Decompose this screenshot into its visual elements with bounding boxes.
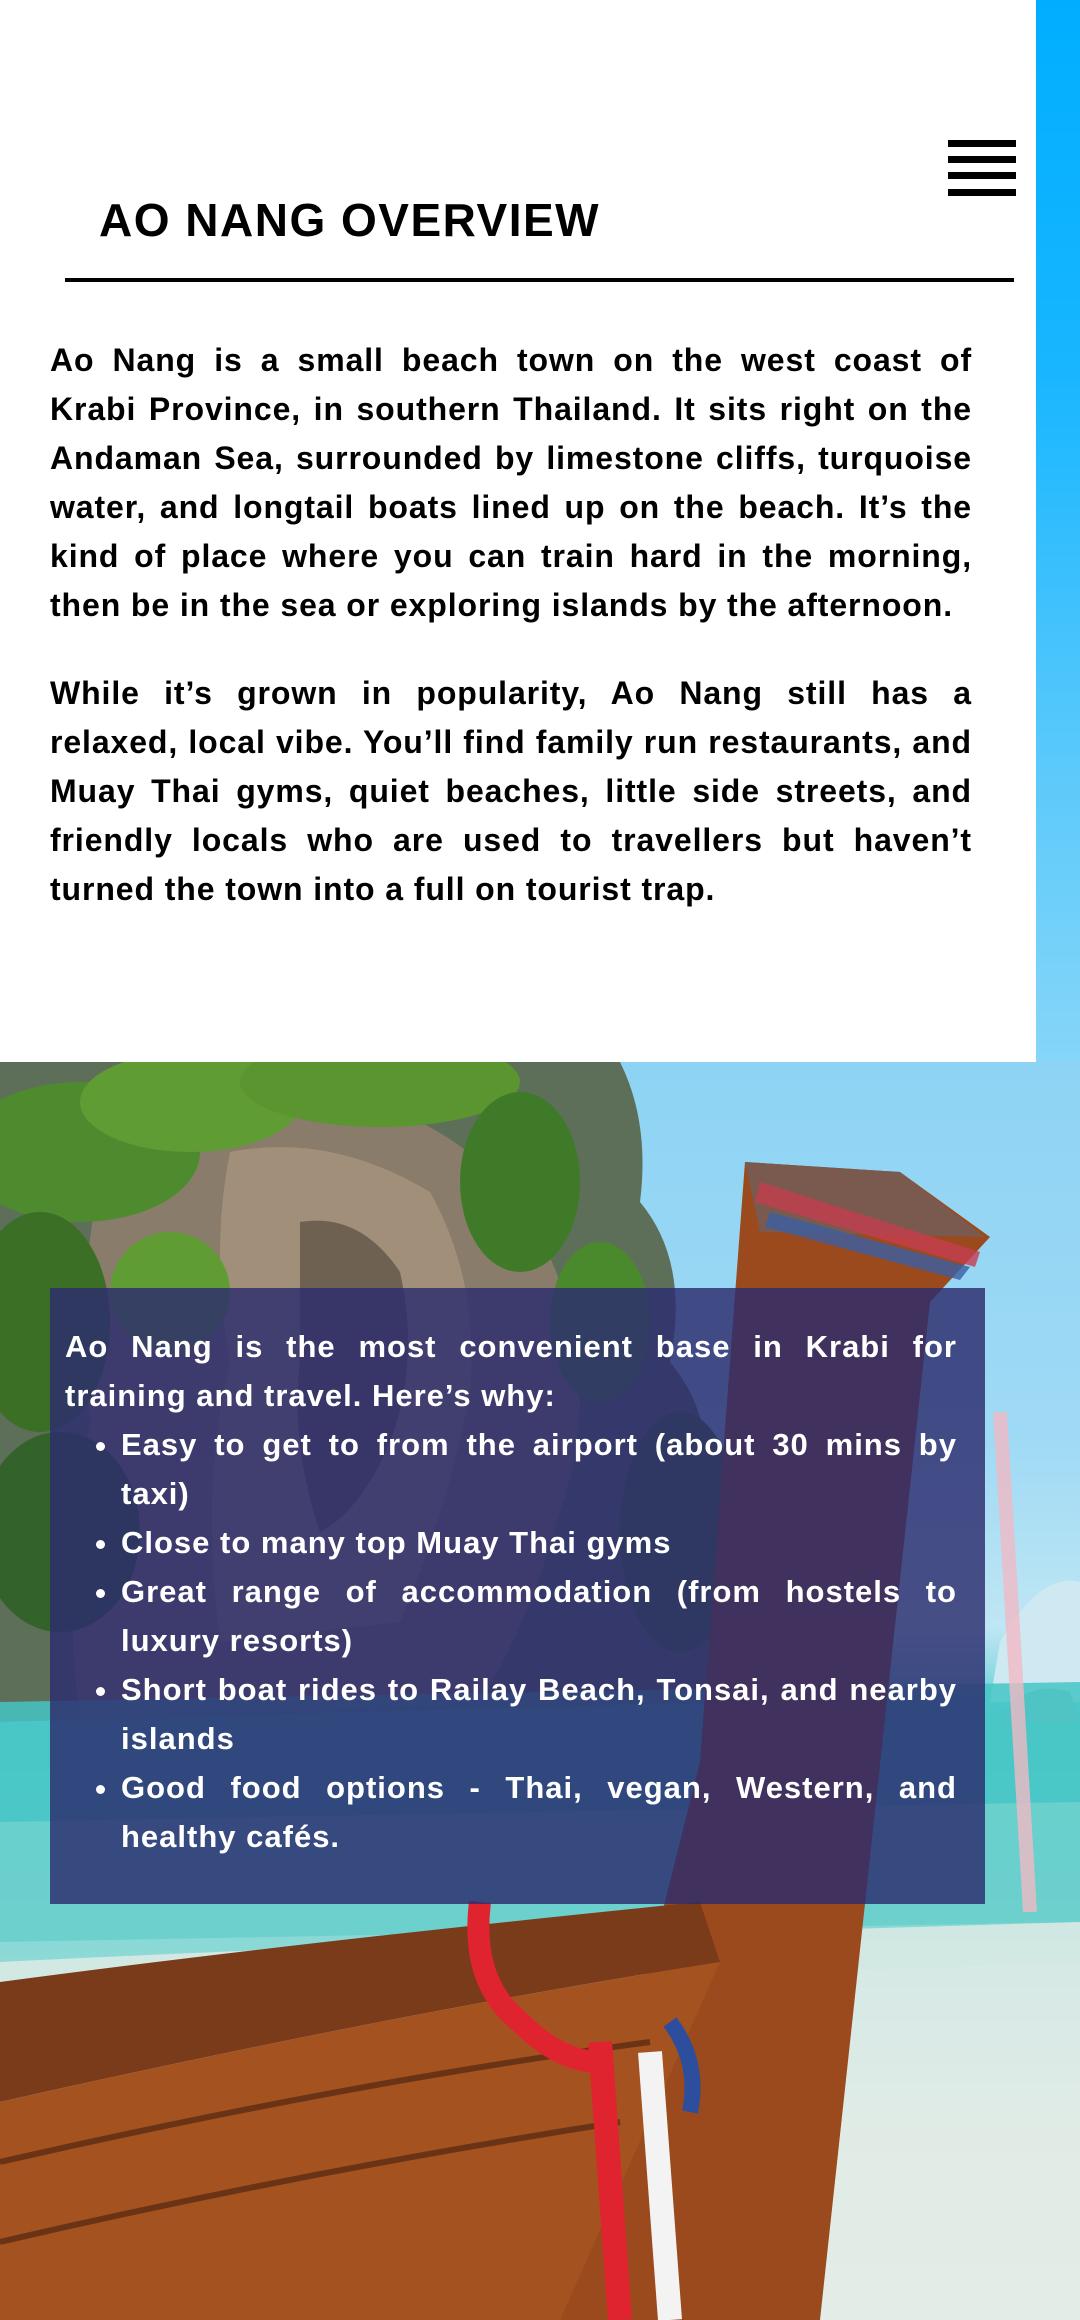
- title-divider: [65, 278, 1014, 282]
- intro-paragraph: Ao Nang is a small beach town on the west coast of Krabi Province, in southern Thailand. It sits right on the Andaman Sea, surrounded by limestone cliffs, turquoise water, and longtail boats lined up on the beach. It’s the kind of place where you can train hard in the morning, then be in the sea or exploring islands by the afternoon.: [50, 342, 972, 623]
- page-title: AO NANG OVERVIEW: [99, 194, 601, 246]
- list-item: • Close to many top Muay Thai gyms: [121, 1518, 957, 1567]
- intro-text: [50, 336, 972, 953]
- overview-panel: [0, 0, 1036, 1062]
- list-item: • Easy to get to from the airport (about 30 mins by taxi): [121, 1420, 957, 1518]
- hamburger-menu-icon[interactable]: [948, 140, 1016, 196]
- why-lead-text: Ao Nang is the most convenient base in Krabi for training and travel. Here’s why:: [65, 1329, 957, 1413]
- list-item: • Good food options - Thai, vegan, Western, and healthy cafés.: [121, 1763, 957, 1861]
- why-list: [65, 1420, 957, 1861]
- list-item: • Short boat rides to Railay Beach, Tonsai, and nearby islands: [121, 1665, 957, 1763]
- sky-edge-strip: [1036, 0, 1080, 1062]
- intro-paragraph: While it’s grown in popularity, Ao Nang still has a relaxed, local vibe. You’ll find family run restaurants, and Muay Thai gyms, quiet beaches, little side streets, and friendly locals who are used to travellers but haven’t turned the town into a full on tourist trap.: [50, 675, 972, 907]
- why-ao-nang-box: [50, 1288, 985, 1904]
- list-item: • Great range of accommodation (from hostels to luxury resorts): [121, 1567, 957, 1665]
